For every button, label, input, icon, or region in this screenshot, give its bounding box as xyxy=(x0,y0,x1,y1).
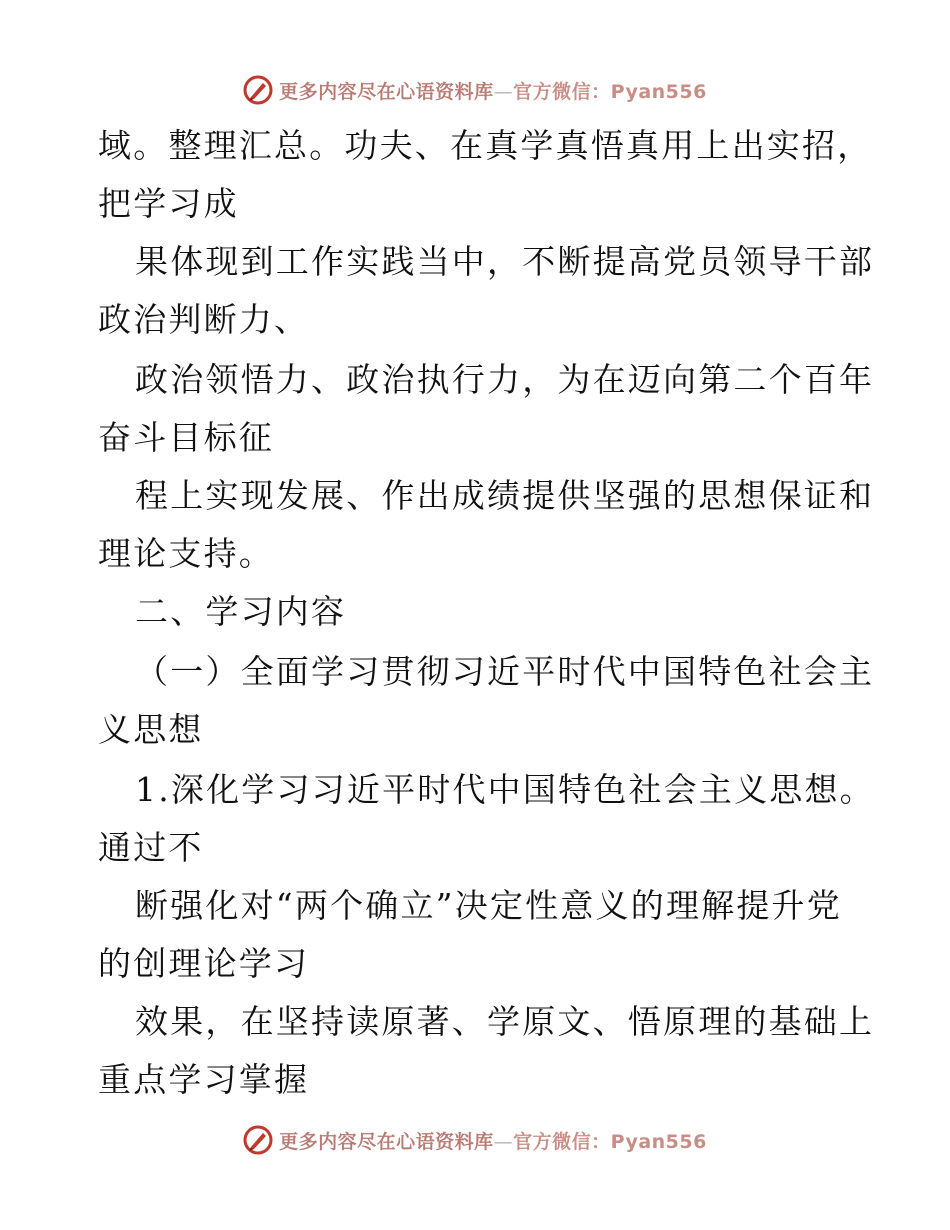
pen-logo-icon xyxy=(243,75,273,105)
text-line: 政治领悟力、政治执行力，为在迈向第二个百年 xyxy=(135,360,875,399)
text-line: 的创理论学习 xyxy=(98,944,310,983)
text-line: 效果，在坚持读原著、学原文、悟原理的基础上 xyxy=(135,1002,875,1041)
watermark-separator: — xyxy=(493,1130,514,1153)
text-line: 政治判断力、 xyxy=(98,300,310,339)
header-watermark xyxy=(0,70,950,110)
text-line: 通过不 xyxy=(98,828,204,867)
text-line: 把学习成 xyxy=(98,184,239,223)
text-line: 义思想 xyxy=(98,710,204,749)
watermark-wechat: 官方微信：Pyan556 xyxy=(513,1130,707,1153)
text-line: 果体现到工作实践当中，不断提高党员领导干部 xyxy=(135,242,875,281)
watermark-text xyxy=(279,1127,707,1154)
watermark-main: 更多内容尽在心语资料库 xyxy=(279,1130,494,1153)
watermark-main: 更多内容尽在心语资料库 xyxy=(279,80,494,103)
text-line: 奋斗目标征 xyxy=(98,418,274,457)
pen-logo-icon xyxy=(243,1125,273,1155)
text-line: 域。整理汇总。功夫、在真学真悟真用上出实招， xyxy=(98,126,873,165)
text-line: 断强化对“两个确立”决定性意义的理解提升党 xyxy=(135,886,842,925)
watermark-text xyxy=(279,77,707,104)
text-line: 1.深化学习习近平时代中国特色社会主义思想。 xyxy=(135,770,875,809)
subsection-heading: （一）全面学习贯彻习近平时代中国特色社会主 xyxy=(135,652,875,691)
footer-watermark xyxy=(0,1120,950,1160)
text-line: 程上实现发展、作出成绩提供坚强的思想保证和 xyxy=(135,476,875,515)
watermark-separator: — xyxy=(493,80,514,103)
watermark-wechat: 官方微信：Pyan556 xyxy=(513,80,707,103)
text-line: 理论支持。 xyxy=(98,534,274,573)
text-line: 重点学习掌握 xyxy=(98,1060,310,1099)
section-heading: 二、学习内容 xyxy=(135,592,347,631)
